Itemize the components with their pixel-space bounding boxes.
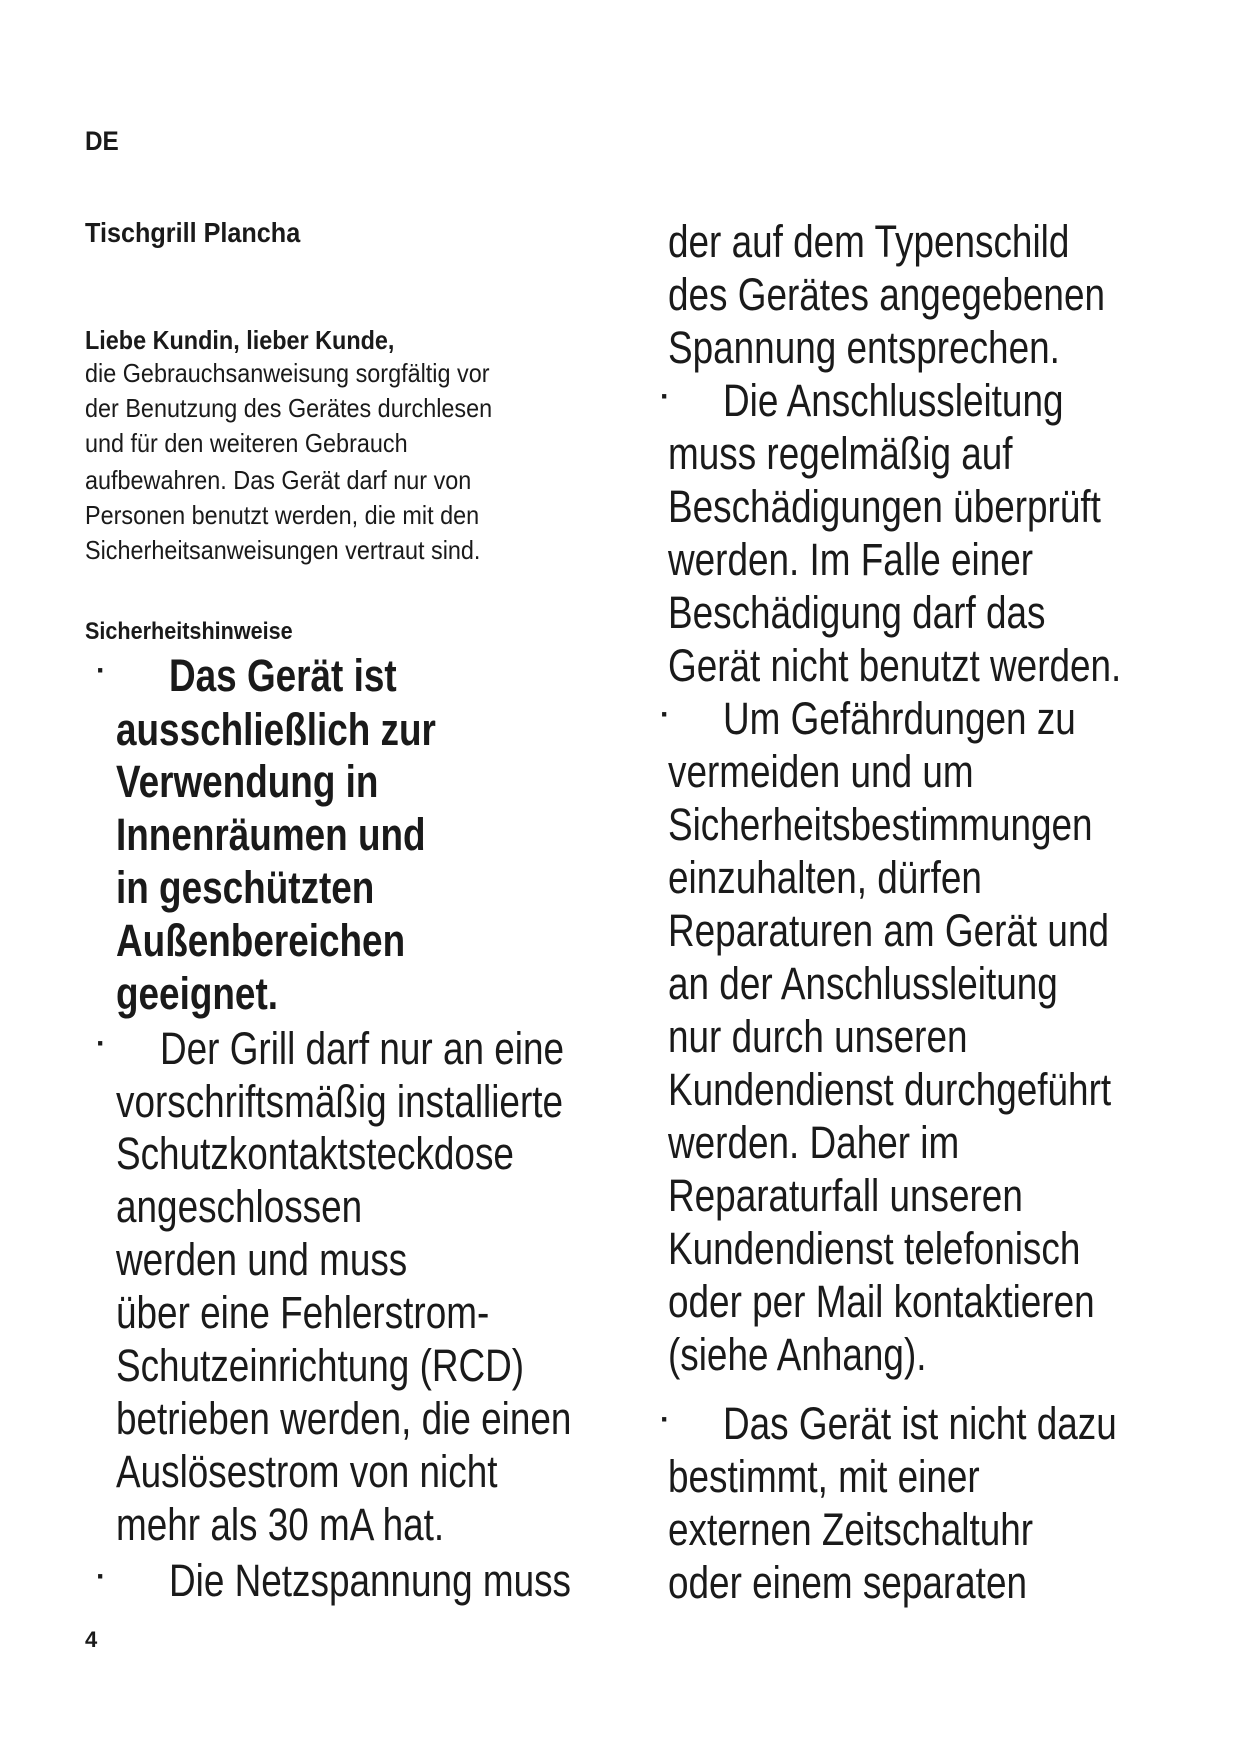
bullet-icon: · [660,380,670,413]
bullet-text-line: Schutzeinrichtung (RCD) [116,1340,525,1391]
bullet-text-line: Reparaturfall unseren [668,1170,1023,1221]
bullet-text-line: werden. Im Falle einer [668,534,1034,585]
intro-line: und für den weiteren Gebrauch [85,428,408,458]
product-title: Tischgrill Plancha [85,217,301,248]
page-number: 4 [85,1627,98,1652]
bullet-text-line: Sicherheitsbestimmungen [668,799,1093,850]
bullet-text-line: Die Anschlussleitung [723,375,1064,426]
bullet-text-line: oder per Mail kontaktieren [668,1276,1095,1327]
bullet-text-line: vermeiden und um [668,746,974,797]
bullet-icon: · [96,1027,106,1060]
bullet-text-line: Der Grill darf nur an eine [160,1023,565,1074]
bullet-text-line: Auslösestrom von nicht [116,1446,498,1497]
bullet-text-line: ausschließlich zur [116,704,436,755]
bullet-text-line: oder einem separaten [668,1557,1027,1608]
intro-line: Personen benutzt werden, die mit den [85,500,480,530]
bullet-text-line: nur durch unseren [668,1011,968,1062]
bullet-text-line: Das Gerät ist [169,650,397,701]
bullet-icon: · [96,654,106,687]
bullet-text-line: werden und muss [116,1234,408,1285]
bullet-text-line: Das Gerät ist nicht dazu [723,1398,1117,1449]
bullet-text-line: Spannung entsprechen. [668,322,1060,373]
bullet-text-line: Kundendienst telefonisch [668,1223,1081,1274]
bullet-text-line: des Gerätes angegebenen [668,269,1106,320]
bullet-icon: · [660,698,670,731]
bullet-text-line: über eine Fehlerstrom- [116,1287,490,1338]
intro-line: die Gebrauchsanweisung sorgfältig vor [85,358,490,388]
bullet-text-line: Beschädigungen überprüft [668,481,1101,532]
bullet-text-line: an der Anschlussleitung [668,958,1058,1009]
bullet-text-line: (siehe Anhang). [668,1329,927,1380]
bullet-text-line: Reparaturen am Gerät und [668,905,1110,956]
bullet-text-line: muss regelmäßig auf [668,428,1013,479]
bullet-text-line: werden. Daher im [668,1117,960,1168]
language-code: DE [85,126,119,156]
bullet-icon: · [96,1560,106,1593]
bullet-text-line: mehr als 30 mA hat. [116,1499,445,1550]
bullet-text-line: Innenräumen und [116,809,426,860]
bullet-text-line: Die Netzspannung muss [169,1555,572,1606]
bullet-text-line: Verwendung in [116,756,379,807]
bullet-text-line: Kundendienst durchgeführt [668,1064,1112,1115]
greeting: Liebe Kundin, lieber Kunde, [85,325,395,355]
bullet-text-line: der auf dem Typenschild [668,216,1070,267]
bullet-text-line: Beschädigung darf das [668,587,1046,638]
bullet-text-line: Schutzkontaktsteckdose [116,1128,514,1179]
bullet-text-line: Außenbereichen [116,915,406,966]
bullet-text-line: einzuhalten, dürfen [668,852,982,903]
bullet-text-line: geeignet. [116,968,278,1019]
section-heading: Sicherheitshinweise [85,618,293,645]
intro-line: aufbewahren. Das Gerät darf nur von [85,465,472,495]
bullet-text-line: vorschriftsmäßig installierte [116,1076,564,1127]
bullet-text-line: betrieben werden, die einen [116,1393,572,1444]
bullet-text-line: Um Gefährdungen zu [723,693,1076,744]
intro-line: Sicherheitsanweisungen vertraut sind. [85,535,481,565]
intro-line: der Benutzung des Gerätes durchlesen [85,393,493,423]
bullet-text-line: in geschützten [116,862,375,913]
bullet-text-line: bestimmt, mit einer [668,1451,980,1502]
bullet-text-line: Gerät nicht benutzt werden. [668,640,1122,691]
bullet-text-line: angeschlossen [116,1181,363,1232]
bullet-text-line: externen Zeitschaltuhr [668,1504,1034,1555]
bullet-icon: · [660,1403,670,1436]
